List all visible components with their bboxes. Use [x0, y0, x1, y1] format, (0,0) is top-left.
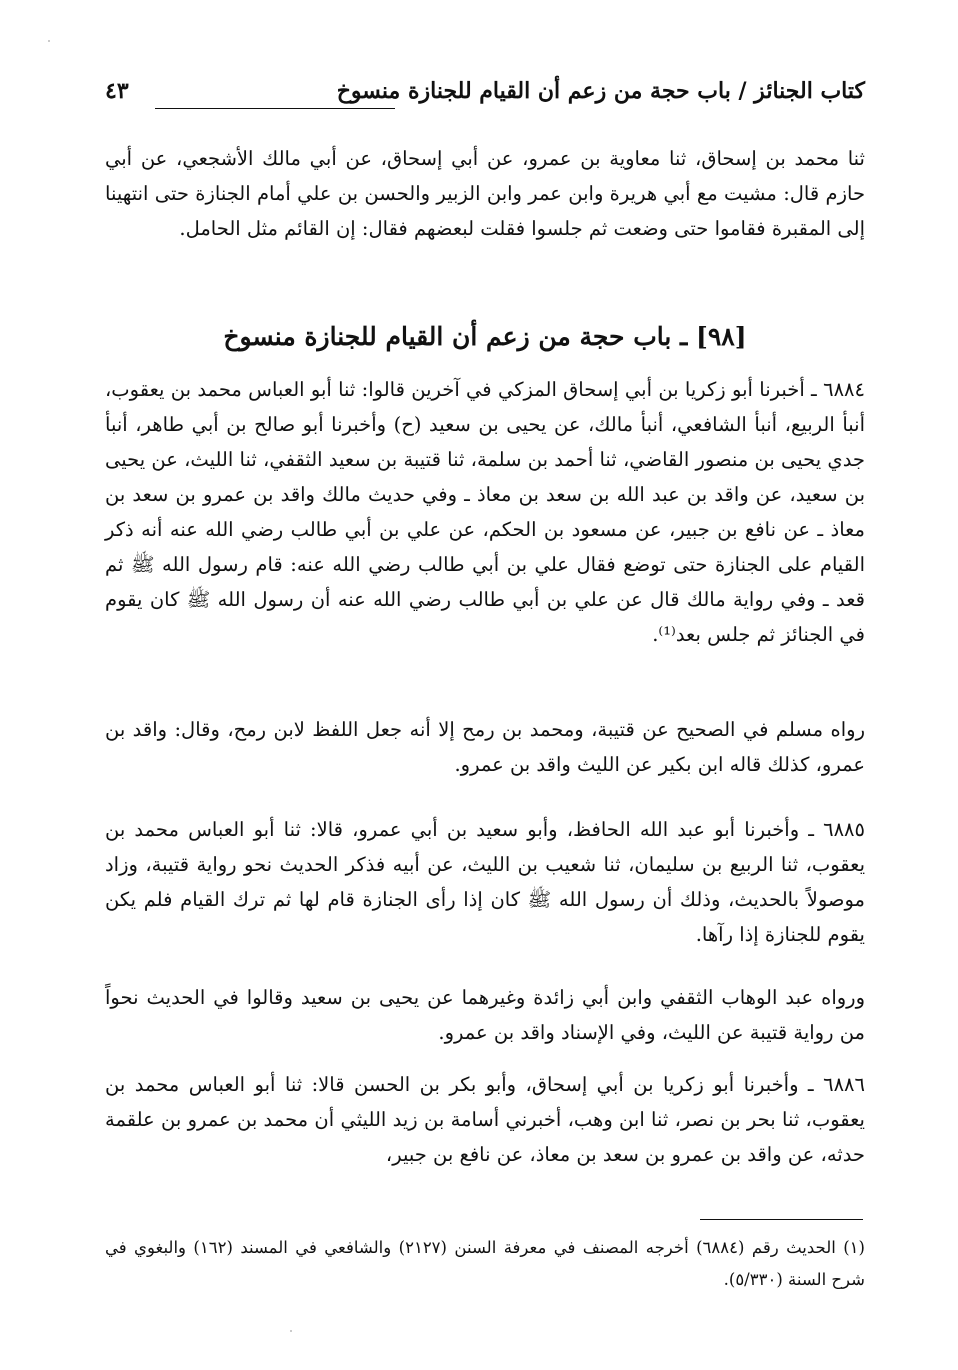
scan-speck [290, 1330, 292, 1332]
running-header [105, 78, 865, 118]
footnote: (١) الحديث رقم (٦٨٨٤) أخرجه المصنف في معرفة السنن (٢١٢٧) والشافعي في المسند (١٦٢) والبغوي في شرح السنة (٥/٣٣٠). [105, 1238, 865, 1289]
hadith-6884: ٦٨٨٤ ـ أخبرنا أبو زكريا بن أبي إسحاق المزكي في آخرين قالوا: ثنا أبو العباس محمد بن يعقوب، أنبأ الربيع، أنبأ الشافعي، أنبأ مالك، عن يحيى بن سعيد (ح) وأخبرنا أبو صالح بن أبي طاهر، أنبأ جدي يحيى بن منصور القاضي، ثنا أحمد بن سلمة، ثنا قتيبة بن سعيد الثقفي، ثنا الليث، عن يحيى بن سعيد، عن واقد بن عبد الله بن سعد بن معاذ ـ وفي حديث مالك واقد بن عمرو بن سعد بن معاذ ـ عن نافع بن جبير، عن مسعود بن الحكم، عن علي بن أبي طالب رضي الله عنه أنه ذكر القيام على الجنازة حتى توضع فقال علي بن أبي طالب رضي الله عنه: قام رسول الله ﷺ ثم قعد ـ وفي رواية مالك قال عن علي بن أبي طالب رضي الله عنه أن رسول الله ﷺ كان يقوم في الجنائز ثم جلس بعد⁽¹⁾. [105, 378, 865, 646]
header-rule [155, 108, 395, 109]
hadith-6886: ٦٨٨٦ ـ وأخبرنا أبو زكريا بن أبي إسحاق، وأبو بكر بن الحسن قالا: ثنا أبو العباس محمد بن يعقوب، ثنا بحر بن نصر، ثنا ابن وهب، أخبرني أسامة بن زيد الليثي أن محمد بن عمرو بن علقمة حدثه، عن واقد بن عمرو بن سعد بن معاذ، عن نافع بن جبير، [105, 1073, 865, 1166]
scan-speck [48, 40, 50, 42]
commentary-abdulwahhab: ورواه عبد الوهاب الثقفي وابن أبي زائدة وغيرهما عن يحيى بن سعيد وقالوا في الحديث نحواً من رواية قتيبة عن الليث، وفي الإسناد واقد بن عمرو. [105, 986, 865, 1044]
footnote-rule [700, 1219, 863, 1220]
page-number: ٤٣ [105, 78, 129, 104]
hadith-6885: ٦٨٨٥ ـ وأخبرنا أبو عبد الله الحافظ، وأبو سعيد بن أبي عمرو، قالا: ثنا أبو العباس محمد بن يعقوب، ثنا الربيع بن سليمان، ثنا شعيب بن الليث، عن أبيه فذكر الحديث نحو رواية قتيبة، وزاد موصولاً بالحديث، وذلك أن رسول الله ﷺ كان إذا رأى الجنازة قام لها ثم ترك القيام فلم يكن يقوم للجنازة إذا رآها. [105, 818, 865, 946]
running-header-title: كتاب الجنائز / باب حجة من زعم أن القيام للجنازة منسوخ [336, 78, 865, 104]
paragraph-continuation: ثنا محمد بن إسحاق، ثنا معاوية بن عمرو، عن أبي إسحاق، عن أبي مالك الأشجعي، عن أبي حازم قال: مشيت مع أبي هريرة وابن عمر وابن الزبير والحسن بن علي أمام الجنازة حتى انتهينا إلى المقبرة فقاموا حتى وضعت ثم جلسوا فقلت لبعضهم فقال: إن القائم مثل الحامل. [105, 147, 865, 240]
commentary-muslim: رواه مسلم في الصحيح عن قتيبة، ومحمد بن رمح إلا أنه جعل اللفظ لابن رمح، وقال: واقد بن عمرو، كذلك قاله ابن بكير عن الليث واقد بن عمرو. [105, 718, 865, 776]
chapter-heading: [٩٨] ـ باب حجة من زعم أن القيام للجنازة منسوخ [223, 322, 747, 351]
